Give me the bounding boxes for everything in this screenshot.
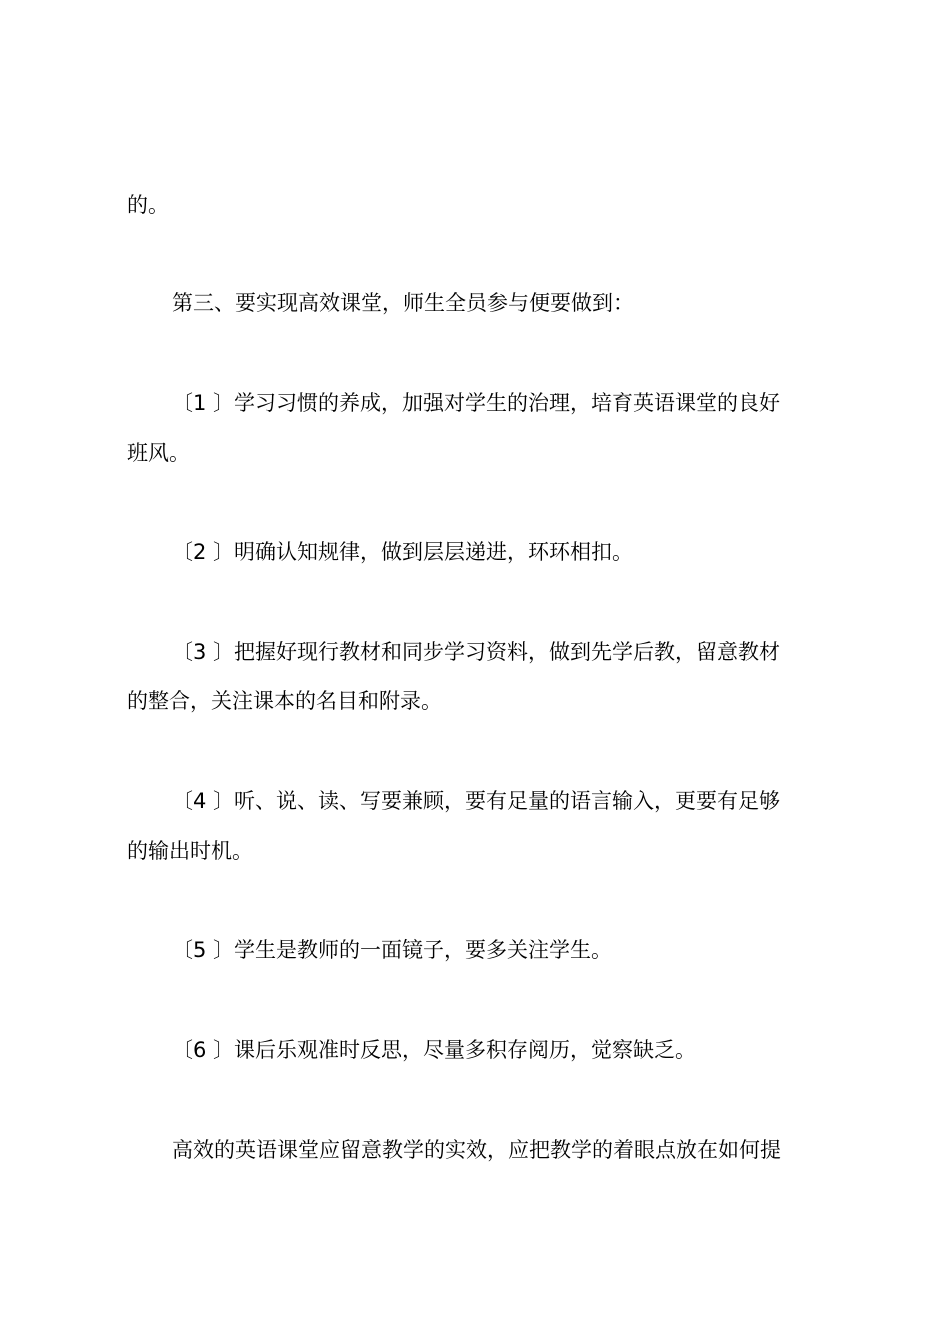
section-heading: 第三、要实现高效课堂，师生全员参与便要做到： bbox=[172, 291, 634, 315]
paragraph-line: 高效的英语课堂应留意教学的实效，应把教学的着眼点放在如何提 bbox=[172, 1138, 781, 1162]
list-item-6: 〔6 〕课后乐观准时反思，尽量多积存阅历，觉察缺乏。 bbox=[172, 1038, 697, 1062]
paragraph-line: 的。 bbox=[127, 193, 169, 217]
list-item-3-line-1: 〔3 〕把握好现行教材和同步学习资料，做到先学后教，留意教材 bbox=[172, 640, 781, 664]
list-item-4-line-2: 的输出时机。 bbox=[127, 839, 253, 863]
list-item-2: 〔2 〕明确认知规律，做到层层递进，环环相扣。 bbox=[172, 540, 634, 564]
list-item-3-line-2: 的整合，关注课本的名目和附录。 bbox=[127, 689, 442, 713]
list-item-1-line-2: 班风。 bbox=[127, 441, 190, 465]
list-item-5: 〔5 〕学生是教师的一面镜子，要多关注学生。 bbox=[172, 938, 613, 962]
list-item-4-line-1: 〔4 〕听、说、读、写要兼顾，要有足量的语言输入，更要有足够 bbox=[172, 789, 781, 813]
list-item-1-line-1: 〔1 〕学习习惯的养成，加强对学生的治理，培育英语课堂的良好 bbox=[172, 391, 781, 415]
